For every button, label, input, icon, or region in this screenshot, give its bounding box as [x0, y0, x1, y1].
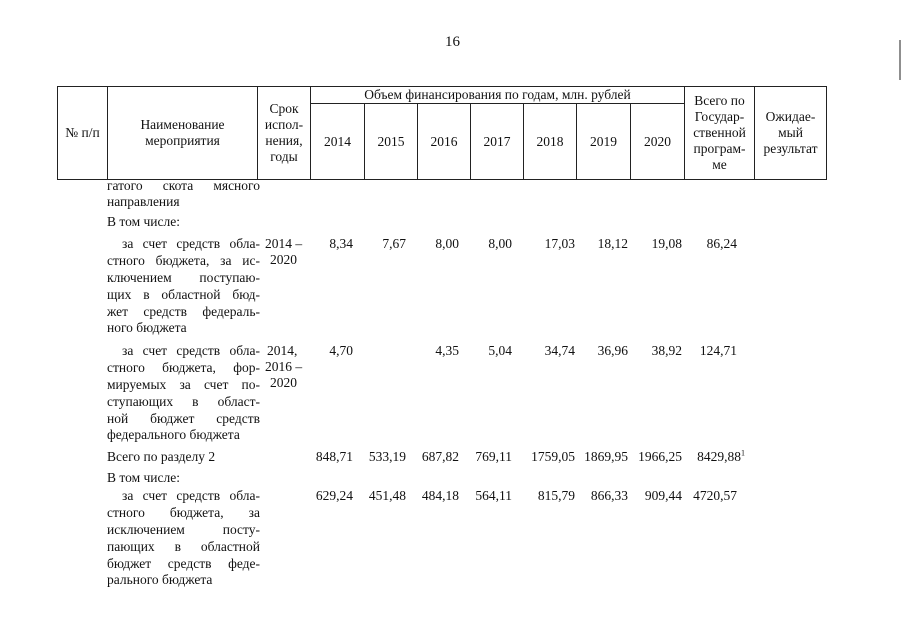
value-cell: 533,19 [368, 449, 406, 464]
value-cell: 1966,25 [638, 449, 682, 464]
value-cell: 1759,05 [531, 449, 575, 464]
subheading: В том числе: [107, 470, 180, 485]
name-line: исключением посту- [107, 522, 260, 537]
col-financing-header: Объем финансирования по годам, млн. рублей [311, 87, 685, 104]
total-cell: 124,71 [699, 343, 737, 358]
value-cell: 4,70 [329, 343, 353, 358]
name-line: пающих в областной [107, 539, 260, 554]
value-cell: 815,79 [537, 488, 575, 503]
name-line: стного бюджета, за [107, 505, 260, 520]
total-cell [697, 449, 745, 465]
value-cell: 8,00 [488, 236, 512, 251]
name-line: щих в областной бюд- [107, 287, 260, 302]
col-name-header: Наименование мероприятия [108, 87, 258, 180]
name-line: гатого скота мясного [107, 178, 260, 193]
name-line: федерального бюджета [107, 427, 240, 442]
value-cell: 5,04 [488, 343, 512, 358]
total-cell: 4720,57 [693, 488, 737, 503]
value-cell: 484,18 [421, 488, 459, 503]
name-line: ной бюджет средств [107, 411, 260, 426]
year-header: 2018 [524, 104, 577, 180]
value-cell: 38,92 [651, 343, 682, 358]
term-line: 2014 – [265, 236, 303, 251]
name-line: за счет средств обла- [122, 236, 260, 251]
name-line: стного бюджета, фор- [107, 360, 260, 375]
total-value: 8429,88 [697, 449, 741, 464]
name-line: ного бюджета [107, 320, 187, 335]
value-cell: 1869,95 [584, 449, 628, 464]
col-term-header: Срок испол-нения, годы [258, 87, 311, 180]
value-cell: 866,33 [590, 488, 628, 503]
name-line: ступающих в област- [107, 394, 260, 409]
term-line: 2014, [267, 343, 298, 358]
name-line: жет средств федераль- [107, 304, 260, 319]
value-cell: 17,03 [544, 236, 575, 251]
value-cell: 909,44 [644, 488, 682, 503]
value-cell: 687,82 [421, 449, 459, 464]
scan-edge-mark [899, 40, 901, 80]
name-line: за счет средств обла- [122, 343, 260, 358]
value-cell: 848,71 [315, 449, 353, 464]
name-line: бюджет средств феде- [107, 556, 260, 571]
subheading: В том числе: [107, 214, 180, 229]
value-cell: 36,96 [597, 343, 628, 358]
section-total-label: Всего по разделу 2 [107, 449, 216, 464]
year-header: 2015 [365, 104, 418, 180]
col-result-header: Ожидае-мый результат [755, 87, 827, 180]
year-header: 2019 [577, 104, 631, 180]
value-cell: 4,35 [435, 343, 459, 358]
total-cell: 86,24 [706, 236, 737, 251]
value-cell: 19,08 [651, 236, 682, 251]
value-cell: 629,24 [315, 488, 353, 503]
value-cell: 7,67 [382, 236, 406, 251]
value-cell: 18,12 [597, 236, 628, 251]
year-header: 2014 [311, 104, 365, 180]
name-line: направления [107, 194, 180, 209]
col-number-header: № п/п [58, 87, 108, 180]
value-cell: 769,11 [475, 449, 512, 464]
term-line: 2016 – [265, 359, 303, 374]
page-number: 16 [445, 34, 460, 50]
footnote-marker: 1 [741, 448, 745, 458]
term-line: 2020 [270, 252, 297, 267]
term-line: 2020 [270, 375, 297, 390]
col-total-header: Всего по Государ-ственной програм-ме [685, 87, 755, 180]
year-header: 2020 [631, 104, 685, 180]
value-cell: 8,00 [435, 236, 459, 251]
name-line: мируемых за счет по- [107, 377, 260, 392]
value-cell: 8,34 [329, 236, 353, 251]
value-cell: 451,48 [368, 488, 406, 503]
year-header: 2016 [418, 104, 471, 180]
name-line: за счет средств обла- [122, 488, 260, 503]
name-line: стного бюджета, за ис- [107, 253, 260, 268]
name-line: ключением поступаю- [107, 270, 260, 285]
value-cell: 564,11 [475, 488, 512, 503]
value-cell: 34,74 [544, 343, 575, 358]
year-header: 2017 [471, 104, 524, 180]
name-line: рального бюджета [107, 572, 213, 587]
